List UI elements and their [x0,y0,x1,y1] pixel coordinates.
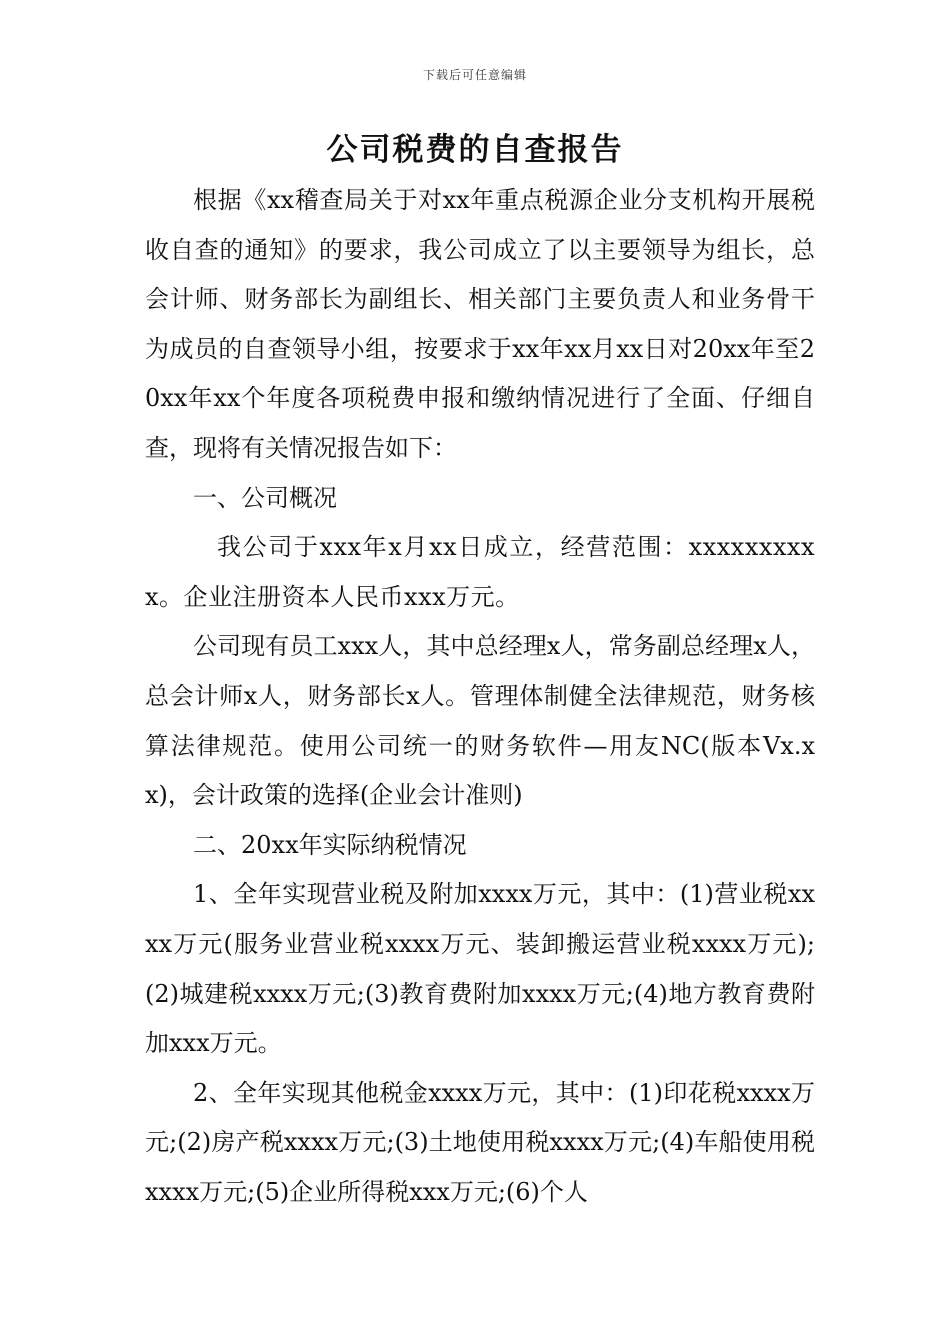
header-note: 下载后可任意编辑 [422,68,527,82]
document-body [145,176,815,1217]
paragraph-company-founding: 我公司于xxx年x月xx日成立，经营范围：xxxxxxxxxx。企业注册资本人民币xxx万元。 [145,533,815,611]
paragraph-other-taxes: 2、全年实现其他税金xxxx万元，其中：(1)印花税xxxx万元;(2)房产税xxxx万元;(3)土地使用税xxxx万元;(4)车船使用税xxxx万元;(5)企业所得税xxx万元;(6)个人 [145,1078,815,1206]
paragraph-intro: 根据《xx稽查局关于对xx年重点税源企业分支机构开展税收自查的通知》的要求，我公司成立了以主要领导为组长，总会计师、财务部长为副组长、相关部门主要负责人和业务骨干为成员的自查领导小组，按要求于xx年xx月xx日对20xx年至20xx年xx个年度各项税费申报和缴纳情况进行了全面、仔细自查，现将有关情况报告如下： [145,186,815,462]
page-title: 公司税费的自查报告 [326,132,624,168]
paragraph-business-tax: 1、全年实现营业税及附加xxxx万元，其中：(1)营业税xxxx万元(服务业营业税xxxx万元、装卸搬运营业税xxxx万元);(2)城建税xxxx万元;(3)教育费附加xxxx万元;(4)地方教育费附加xxx万元。 [145,880,815,1058]
section-heading-company-overview: 一、公司概况 [193,483,337,512]
section-heading-tax-payment: 二、20xx年实际纳税情况 [193,830,467,859]
paragraph-staff-management: 公司现有员工xxx人，其中总经理x人，常务副总经理x人，总会计师x人，财务部长x人。管理体制健全法律规范，财务核算法律规范。使用公司统一的财务软件—用友NC(版本Vx.xx)，会计政策的选择(企业会计准则) [145,632,815,810]
